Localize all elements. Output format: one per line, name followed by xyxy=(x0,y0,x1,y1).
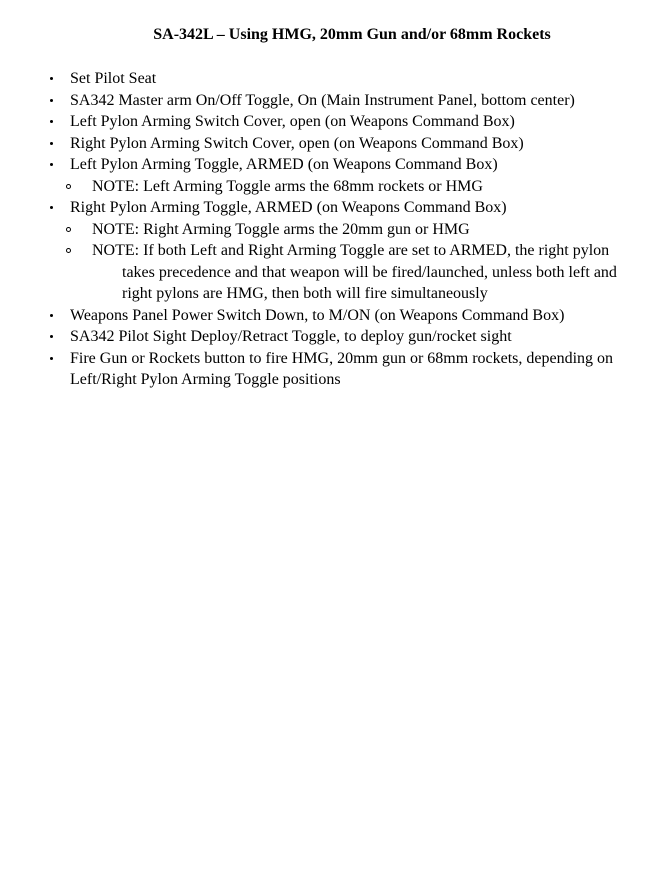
bullet-icon xyxy=(50,77,53,80)
checklist-item-text: SA342 Pilot Sight Deploy/Retract Toggle, to deploy gun/rocket sight xyxy=(70,328,512,345)
sub-bullet-icon xyxy=(66,248,71,253)
checklist-item-text: SA342 Master arm On/Off Toggle, On (Main Instrument Panel, bottom center) xyxy=(70,91,575,109)
checklist-item-text: Right Pylon Arming Toggle, ARMED (on Weapons Command Box) xyxy=(70,199,507,216)
bullet-icon xyxy=(50,142,53,145)
bullet-icon xyxy=(50,120,53,123)
checklist-item-text: NOTE: Right Arming Toggle arms the 20mm gun or HMG xyxy=(92,220,470,238)
checklist-item-text: Left Pylon Arming Switch Cover, open (on Weapons Command Box) xyxy=(70,113,515,130)
checklist-item xyxy=(0,348,670,391)
checklist-item xyxy=(0,154,670,176)
checklist-item xyxy=(0,305,670,327)
checklist-item-text: Set Pilot Seat xyxy=(70,70,157,87)
bullet-icon xyxy=(50,163,53,166)
checklist-item xyxy=(0,197,670,219)
sub-bullet-icon xyxy=(66,184,71,189)
bullet-icon xyxy=(50,335,53,338)
checklist-item-text: NOTE: If both Left and Right Arming Toggle are set to ARMED, the right pylon takes precedence and that weapon will be fired/launched, unless both left and right pylons are HMG, then both will fire simultaneously xyxy=(92,242,617,302)
page-title: SA-342L – Using HMG, 20mm Gun and/or 68mm Rockets xyxy=(153,26,551,43)
bullet-icon xyxy=(50,99,53,102)
checklist-item xyxy=(0,90,670,112)
checklist-item-text: Left Pylon Arming Toggle, ARMED (on Weapons Command Box) xyxy=(70,156,498,173)
checklist xyxy=(0,68,670,391)
checklist-item xyxy=(0,133,670,155)
checklist-item-text: NOTE: Left Arming Toggle arms the 68mm rockets or HMG xyxy=(92,177,483,195)
checklist-subitem-note xyxy=(0,176,670,198)
checklist-item xyxy=(0,68,670,90)
checklist-item xyxy=(0,111,670,133)
bullet-icon xyxy=(50,357,53,360)
sub-bullet-icon xyxy=(66,227,71,232)
checklist-item-text: Weapons Panel Power Switch Down, to M/ON (on Weapons Command Box) xyxy=(70,306,565,324)
checklist-subitem-note xyxy=(0,219,670,241)
checklist-item xyxy=(0,326,670,348)
bullet-icon xyxy=(50,314,53,317)
checklist-item-text: Fire Gun or Rockets button to fire HMG, 20mm gun or 68mm rockets, depending on Left/Right Pylon Arming Toggle positions xyxy=(70,349,614,388)
checklist-subitem-note xyxy=(0,240,670,305)
bullet-icon xyxy=(50,206,53,209)
checklist-item-text: Right Pylon Arming Switch Cover, open (on Weapons Command Box) xyxy=(70,134,524,152)
